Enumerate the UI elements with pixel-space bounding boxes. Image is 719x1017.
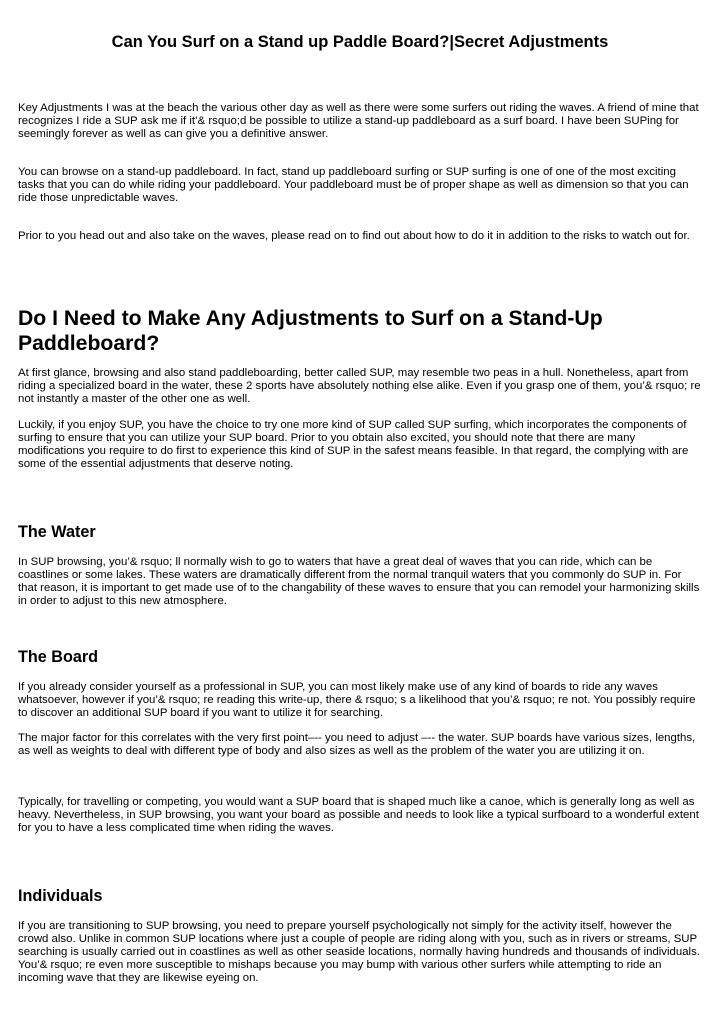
section-heading-individuals: Individuals: [18, 887, 103, 905]
individuals-paragraph-1: If you are transitioning to SUP browsing, you need to prepare yourself psychologically not simply for the activity itself, however the crowd also. Unlike in common SUP locations where just a couple of people are riding along with you, such as in rivers or streams, SUP searching is usually carried out in coastlines as well as other seaside locations, normally having hundreds and thousands of individuals. You’& rsquo; re even more susceptible to mishaps because you may bump with various other surfers while attempting to ride an incoming wave that they are likewise eyeing on.: [18, 920, 700, 985]
water-paragraph-1: In SUP browsing, you’& rsquo; ll normally wish to go to waters that have a great deal of waves that you can ride, which can be coastlines or some lakes. These waters are dramatically different from the normal tranquil waters that you commonly do SUP in. For that reason, it is important to get made use of to the changability of these waves to ensure that you can remodel your harmonizing skills in order to adjust to this new atmosphere.: [18, 556, 700, 608]
intro-paragraph-2: You can browse on a stand-up paddleboard. In fact, stand up paddleboard surfing or SUP surfing is one of one of the most exciting tasks that you can do while riding your paddleboard. Your paddleboard must be of proper shape as well as dimension so that you can ride those unpredictable waves.: [18, 166, 689, 205]
section-heading-board: The Board: [18, 648, 99, 666]
section-heading-adjustments: Do I Need to Make Any Adjustments to Surf on a Stand-Up Paddleboard?: [18, 307, 603, 355]
adjustments-paragraph-2: Luckily, if you enjoy SUP, you have the choice to try one more kind of SUP called SUP surfing, which incorporates the components of surfing to ensure that you can utilize your SUP board. Prior to you obtain also excited, you should note that there are many modifications you require to do first to experience this kind of SUP in the safest means feasible. In that regard, the complying with are some of the essential adjustments that deserve noting.: [18, 419, 689, 471]
section-heading-water: The Water: [18, 523, 96, 541]
board-paragraph-2: The major factor for this correlates with the very first point–-- you need to adjust –-- the water. SUP boards have various sizes, lengths, as well as weights to deal with different type of body and also sizes as well as the problem of the water you are utilizing it on.: [18, 732, 696, 758]
intro-paragraph-3: Prior to you head out and also take on the waves, please read on to find out about how to do it in addition to the risks to watch out for.: [18, 230, 690, 242]
intro-paragraph-1: Key Adjustments I was at the beach the various other day as well as there were some surfers out riding the waves. A friend of mine that recognizes I ride a SUP ask me if it’& rsquo;d be possible to utilize a stand-up paddleboard as a surf board. I have been SUPing for seemingly forever as well as can give you a definitive answer.: [18, 102, 699, 141]
document-title: Can You Surf on a Stand up Paddle Board?|Secret Adjustments: [111, 33, 609, 51]
adjustments-paragraph-1: At first glance, browsing and also stand paddleboarding, better called SUP, may resemble two peas in a hull. Nonetheless, apart from riding a specialized board in the water, these 2 sports have absolutely nothing else alike. Even if you grasp one of them, you’& rsquo; re not instantly a master of the other one as well.: [18, 367, 701, 406]
board-paragraph-1: If you already consider yourself as a professional in SUP, you can most likely make use of any kind of boards to ride any waves whatsoever, however if you’& rsquo; re reading this write-up, there & rsquo; s a likelihood that you’& rsquo; re not. You possibly require to discover an additional SUP board if you want to utilize it for searching.: [18, 681, 696, 720]
board-paragraph-3: Typically, for travelling or competing, you would want a SUP board that is shaped much like a canoe, which is generally long as well as heavy. Nevertheless, in SUP browsing, you want your board as possible and needs to look like a typical surfboard to a wonderful extent for you to have a less complicated time when riding the waves.: [18, 796, 699, 835]
